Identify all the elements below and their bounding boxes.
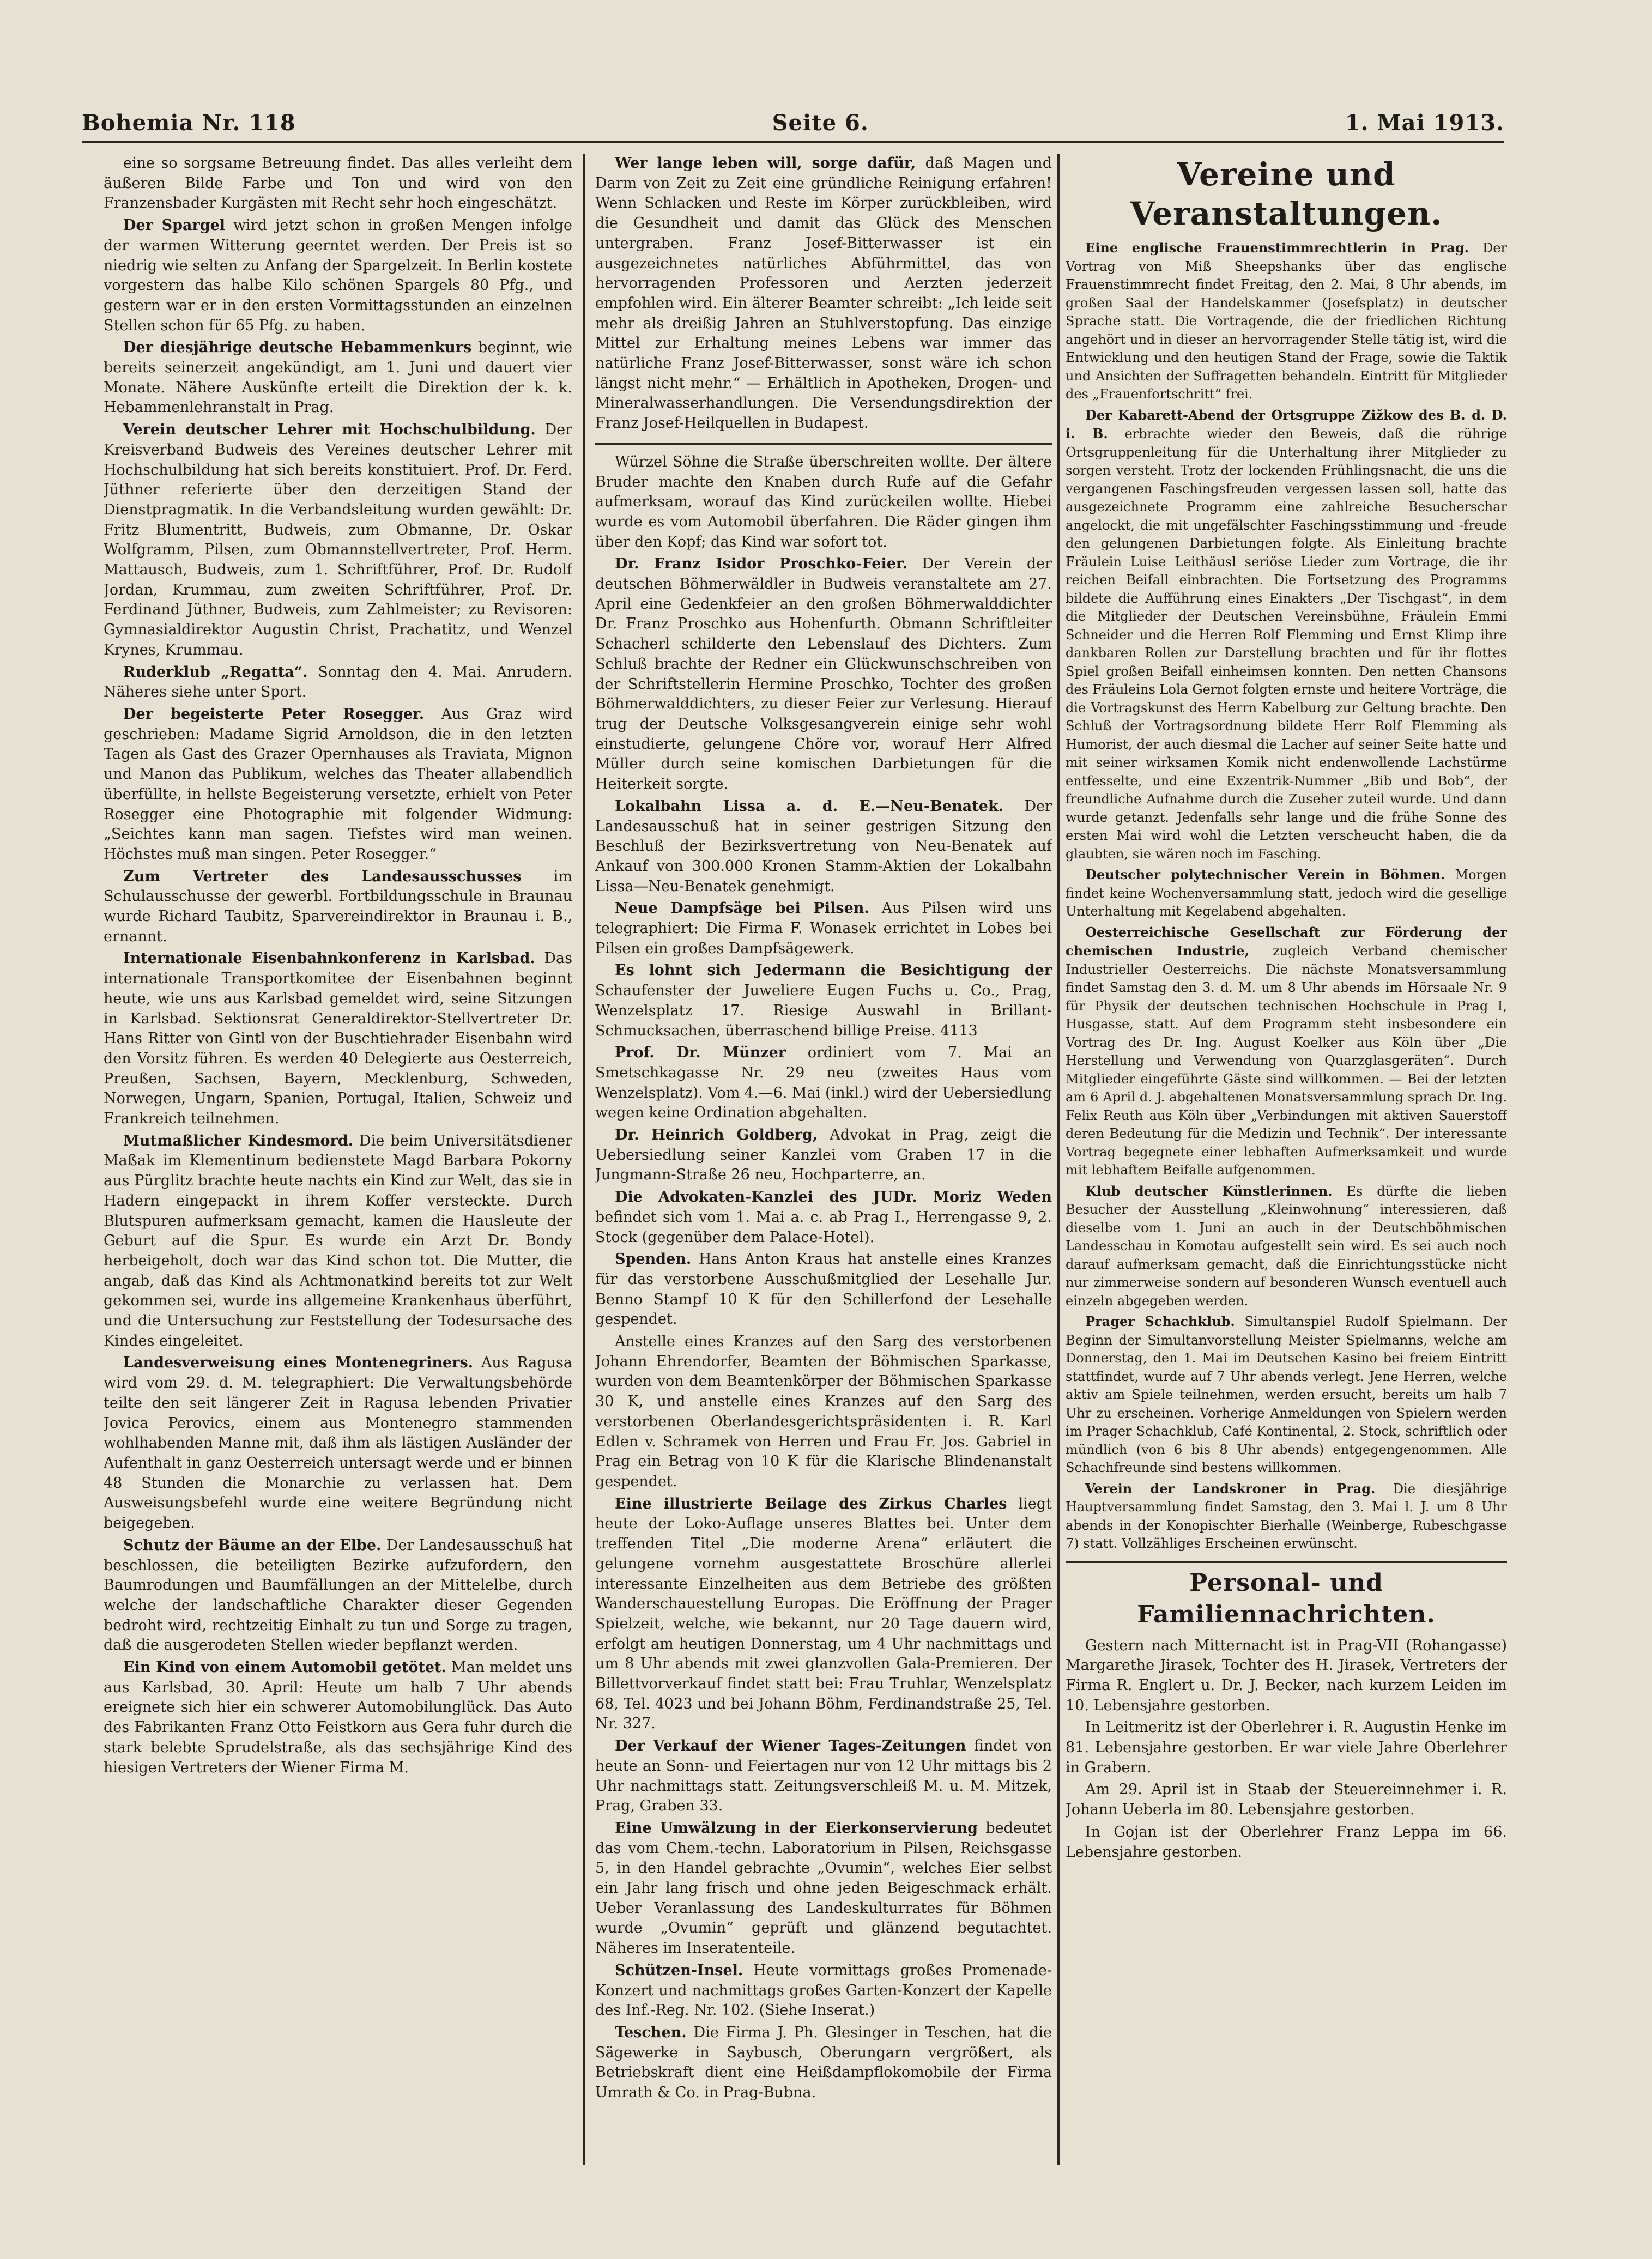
article-paragraph [595, 154, 1052, 434]
article-paragraph [104, 663, 572, 702]
article-text: Man meldet uns aus Karlsbad, 30. April: Heute um halb 7 Uhr abends ereignete sich hier ein schwerer Automobilunglück. Das Auto des Fabrikanten Franz Otto Feistkorn aus Gera fuhr durch die stark belebte Sprudelstraße, als das sechsjährige Kind des hiesigen Vertreters der Wiener Firma M. [104, 1659, 572, 1776]
article-text: Das internationale Transportkomitee der Eisenbahnen beginnt heute, wie uns aus Karlsbad gemeldet wird, seine Sitzungen in Karlsbad. Sektionsrat Generaldirektor-Stellvertreter Dr. Hans Ritter von Gintl von der Buschtiehrader Eisenbahn wird den Vorsitz führen. Es werden 40 Delegierte aus Oesterreich, Preußen, Sachsen, Bayern, Mecklenburg, Schweden, Norwegen, Ungarn, Spanien, Portugal, Italien, Schweiz und Frankreich teilnehmen. [104, 950, 572, 1128]
header-date: 1. Mai 1913. [1345, 110, 1504, 136]
article-paragraph [595, 2023, 1052, 2103]
article-paragraph [595, 1250, 1052, 1330]
article-heading: Dr. Franz Isidor Proschko-Feier. [615, 555, 908, 573]
article-paragraph [1066, 239, 1507, 404]
article-text: Es dürfte die lieben Besucher der Ausstellung „Kleinwohnung“ interessieren, daß dieselbe vom 1. Juni an auch in der Deutschböhmischen Landesschau in Komotau aufgestellt sein wird. Es sei auch noch darauf aufmerksam gemacht, daß die Einrichtungsstücke nicht nur zimmerweise sondern auf besonderen Wunsch eventuell auch einzeln abgegeben werden. [1066, 1183, 1507, 1309]
article-heading: Eine Umwälzung in der Eierkonservierung [615, 1819, 978, 1837]
article-heading: Die Advokaten-Kanzlei des JUDr. Moriz Weden [615, 1189, 1052, 1206]
article-paragraph [1066, 923, 1507, 1180]
article-text: Der Verein der deutschen Böhmerwäldler in Budweis veranstaltete am 27. April eine Gedenkfeier an den großen Böhmerwalddichter Dr. Franz Proschko aus Hohenfurth. Obmann Schriftleiter Schacherl schilderte den Lebenslauf des Dichters. Zum Schluß brachte der Redner ein Glückwunschschreiben von der Schriftstellerin Hermine Proschko, Tochter des großen Böhmerwalddichters, zu dieser Feier zur Verlesung. Hierauf trug der Deutsche Volksgesangverein einige sehr wohl einstudierte, gelungene Chöre vor, worauf Herr Alfred Müller durch seine komischen Darbietungen für die Heiterkeit sorgte. [595, 555, 1052, 793]
article-paragraph [595, 1819, 1052, 1959]
column-rule-right [1057, 154, 1060, 2165]
article-text: beginnt, wie bereits seinerzeit angekündigt, am 1. Juni und dauert vier Monate. Nähere Auskünfte erteilt die Direktion der k. k. Hebammenlehranstalt in Prag. [104, 339, 572, 416]
article-text: Simultanspiel Rudolf Spielmann. Der Beginn der Simultanvorstellung Meister Spielmanns, welche am Donnerstag, den 1. Mai im Deutschen Kasino bei freiem Eintritt stattfindet, wurde auf 7 Uhr abends verlegt. Jene Herren, welche aktiv am Spiele teilnehmen, werden ersucht, bereits um halb 7 Uhr zu erscheinen. Vorherige Anmeldungen von Spielern werden im Prager Schachklub, Café Kontinental, 2. Stock, schriftlich oder mündlich (von 6 bis 8 Uhr abends) entgegengenommen. Alle Schachfreunde sind bestens willkommen. [1066, 1314, 1507, 1475]
article-heading: Internationale Eisenbahnkonferenz in Karlsbad. [123, 950, 535, 967]
article-heading: Der begeisterte Peter Rosegger. [123, 705, 425, 723]
column-rule-left [583, 154, 585, 2165]
article-paragraph [1066, 1312, 1507, 1477]
article-paragraph [104, 705, 572, 865]
article-heading: Oesterreichische Gesellschaft zur Förderung der chemischen Industrie, [1066, 924, 1507, 959]
article-heading: Der diesjährige deutsche Hebammenkurs [123, 339, 472, 356]
article-heading: Eine illustrierte Beilage des Zirkus Charles [615, 1495, 1007, 1512]
article-heading: Spenden. [615, 1251, 692, 1268]
article-text: Schaufenster der Juweliere Eugen Fuchs u. Co., Prag, Wenzelsplatz 17. Riesige Auswahl in Brillant-Schmucksachen, überraschend billige Preise. 4113 [595, 982, 1052, 1039]
page-header [82, 106, 1504, 139]
article-text: Aus Graz wird geschrieben: Madame Sigrid Arnoldson, die in den letzten Tagen als Gast des Grazer Opernhauses als Traviata, Mignon und Manon das Publikum, welches das Theater allabendlich überfüllte, in hellste Begeisterung versetzte, erhielt von Peter Rosegger eine Photographie mit folgender Widmung: „Seichtes kann man sagen. Tiefstes wird man weinen. Höchstes muß man singen. Peter Rosegger.“ [104, 705, 572, 863]
article-paragraph [595, 899, 1052, 959]
article-text: Würzel Söhne die Straße überschreiten wollte. Der ältere Bruder machte den Knaben durch Rufe auf die Gefahr aufmerksam, worauf das Kind zurückeilen wollte. Hiebei wurde es vom Automobil überfahren. Die Räder gingen ihm über den Kopf; das Kind war sofort tot. [595, 453, 1052, 550]
article-paragraph [595, 797, 1052, 897]
article-paragraph [104, 154, 572, 214]
article-heading: Prager Schachklub. [1085, 1313, 1235, 1329]
article-text: Hans Anton Kraus hat anstelle eines Kranzes für das verstorbene Ausschußmitglied der Lesehalle Jur. Benno Stampf 10 K für den Schillerfond der Lesehalle gespendet. [595, 1251, 1052, 1328]
article-heading: Zum Vertreter des Landesausschusses [123, 868, 522, 885]
article-text: Der Landesausschuß hat beschlossen, die beteiligten Bezirke aufzufordern, den Baumrodungen und Baumfällungen an der Mittelelbe, durch welche der landschaftliche Charakter dieser Gegenden bedroht wird, rechtzeitig Einhalt zu tun und Sorge zu tragen, daß die ausgerodeten Stellen wieder bepflanzt werden. [104, 1536, 572, 1654]
article-text: Aus Pilsen wird uns telegraphiert: Die Firma F. Wonasek errichtet in Lobes bei Pilsen ein großes Dampfsägewerk. [595, 900, 1052, 957]
article-paragraph [104, 338, 572, 418]
article-text: liegt heute der Loko-Auflage unseres Blattes bei. Unter dem treffenden Titel „Die moderne Arena“ erläutert die gelungene vornehm ausgestattete Broschüre allerlei interessante Einzelheiten aus dem Betriebe des größten Wanderschauestellung Europas. Die Eröffnung der Prager Spielzeit, welche, wie bekannt, nur 20 Tage dauern wird, erfolgt am heutigen Donnerstag, um 4 Uhr nachmittags und um 8 Uhr abends mit zwei glanzvollen Gala-Premieren. Der Billettvorverkauf findet statt bei: Frau Truhlar, Wenzelsplatz 68, Tel. 4023 und bei Johann Böhm, Ferdinandstraße 25, Tel. Nr. 327. [595, 1495, 1052, 1733]
article-heading: Prof. Dr. Münzer [615, 1044, 786, 1062]
header-rule [82, 141, 1504, 143]
article-heading: Verein deutscher Lehrer mit Hochschulbildung. [123, 421, 536, 439]
article-heading: Ein Kind von einem Automobil getötet. [123, 1659, 446, 1676]
article-paragraph [104, 1536, 572, 1656]
article-text: findet von heute an Sonn- und Feiertagen nur von 12 Uhr mittags bis 2 Uhr nachmittags statt. Zeitungsverschleiß M. u. M. Mitzek, Prag, Graben 33. [595, 1737, 1052, 1815]
article-text: Advokat in Prag, zeigt die Uebersiedlung seiner Kanzlei vom Graben 17 in die Jungmann-Straße 26 neu, Hochparterre, an. [595, 1127, 1052, 1184]
article-text: Anstelle eines Kranzes auf den Sarg des verstorbenen Johann Ehrendorfer, Beamten der Böhmischen Sparkasse, wurden von dem Beamtenkörper der Böhmischen Sparkasse 30 K, und anstelle eines Kranzes auf den Sarg des verstorbenen Oberlandesgerichtspräsidenten i. R. Karl Edlen v. Schramek von Herren und Frau Fr. Jos. Gabriel in Prag ein Betrag von 10 K für die Klarische Blindenanstalt gespendet. [595, 1333, 1052, 1490]
article-text: Gestern nach Mitternacht ist in Prag-VII (Rohangasse) Margarethe Jirasek, Tochter des H. Jirasek, Vertreters der Firma R. Englert u. Dr. J. Becker, nach kurzem Leiden im 10. Lebensjahre gestorben. [1066, 1637, 1507, 1714]
article-heading: Landesverweisung eines Montenegriners. [123, 1354, 474, 1372]
article-text: Aus Ragusa wird vom 29. d. M. telegraphiert: Die Verwaltungsbehörde teilte den seit längerer Zeit in Ragusa lebenden Privatier Jovica Perovics, einem aus Montenegro stammenden wohlhabenden Manne mit, daß ihm als lästigen Ausländer der Aufenthalt in ganz Oesterreich untersagt werde und er binnen 48 Stunden die Monarchie zu verlassen hat. Dem Ausweisungsbefehl wurde eine weitere Begründung nicht beigegeben. [104, 1354, 572, 1532]
column-3 [1066, 154, 1507, 2172]
article-paragraph [595, 1332, 1052, 1492]
article-heading: Der Verkauf der Wiener Tages-Zeitungen [615, 1737, 966, 1755]
article-text: erbrachte wieder den Beweis, daß die rührige Ortsgruppenleitung für die Unterhaltung ihrer Mitglieder zu sorgen versteht. Trotz der lockenden Frühlingsnacht, die uns die vergangenen Faschingsfreuden vergessen lassen soll, hatte das ausgezeichnete Programm eine zahlreiche Besucherschar angelockt, die mit ungefälschter Faschingsstimmung und -freude den gelungenen Darbietungen folgte. Als Einleitung brachte Fräulein Luise Leithäusl seriöse Lieder zum Vortrage, die ihr reichen Beifall einbrachten. Die Fortsetzung des Programms bildete die Aufführung eines Einakters „Der Tischgast“, in dem die Mitglieder der Deutschen Vereinsbühne, Fräulein Emmi Schneider und die Herren Rolf Flemming und Ernst Klimp ihre dankbaren Rollen zur Darstellung brachten und für ihr flottes Spiel großen Beifall einheimsen konnten. Den netten Chansons des Fräuleins Lola Gernot folgten ernste und heitere Vorträge, die die Vortragskunst des Herrn Kabelburg zur Geltung brachte. Den Schluß der Vortragsordnung bildete Herr Rolf Flemming als Humorist, der auch diesmal die Lacher auf seiner Seite hatte und mit seiner wirksamen Komik nicht endenwollende Lachstürme entfesselte, und eine Exzentrik-Nummer „Bib und Bob“, der freundliche Aufnahme durch die Zuseher zuteil wurde. Und dann wurde getanzt. Jedenfalls sehr lange und die frühe Sonne des ersten Mai wird wohl die Letzten verscheucht haben, die da glaubten, sie wären noch im Fasching. [1066, 426, 1507, 862]
column-1 [104, 154, 572, 2172]
article-paragraph [104, 867, 572, 947]
article-text: Die diesjährige Hauptversammlung findet Samstag, den 3. Mai l. J. um 8 Uhr abends in der Konopischter Bierhalle (Weinberge, Rubeschgasse 7) statt. Vollzähliges Erscheinen erwünscht. [1066, 1481, 1507, 1551]
article-paragraph [1066, 1480, 1507, 1553]
article-paragraph [595, 961, 1052, 1041]
article-heading: Der Kabarett-Abend der Ortsgruppe Zižkow des B. d. D. i. B. [1066, 407, 1507, 441]
article-paragraph [1066, 865, 1507, 921]
article-heading: Eine englische Frauenstimmrechtlerin in Prag. [1085, 240, 1469, 256]
header-page-number: Seite 6. [772, 110, 869, 136]
article-text: daß Magen und Darm von Zeit zu Zeit eine gründliche Reinigung erfahren! Wenn Schlacken und Reste im Körper zurückbleiben, wird die Gesundheit und damit das Glück des Menschen untergraben. Franz Josef-Bitterwasser ist ein ausgezeichnetes natürliches Abführmittel, das von hervorragenden Professoren und Aerzten jederzeit empfohlen wird. Ein älterer Beamter schreibt: „Ich leide seit mehr als dreißig Jahren an Stuhlverstopfung. Das einzige Mittel zur Erhaltung meines Lebens war immer das natürliche Franz Josef-Bitterwasser, sonst wäre ich schon längst nicht mehr.“ — Erhältlich in Apotheken, Drogen- und Mineralwasserhandlungen. Die Versendungsdirektion der Franz Josef-Heilquellen in Budapest. [595, 155, 1052, 432]
article-text: Am 29. April ist in Staab der Steuereinnehmer i. R. Johann Ueberla im 80. Lebensjahre gestorben. [1066, 1781, 1507, 1819]
article-paragraph [104, 420, 572, 660]
article-paragraph [104, 1353, 572, 1533]
article-text: zugleich Verband chemischer Industrieller Oesterreichs. Die nächste Monatsversammlung findet Samstag den 3. d. M. um 8 Uhr abends im Hörsaale Nr. 9 für Physik der deutschen technischen Hochschule in Prag I, Husgasse, statt. Auf dem Programm steht insbesondere ein Vortrag des Dr. Ing. August Koelker aus Köln über „Die Herstellung und Verwendung von Quarzglasgeräten“. Durch Mitglieder eingeführte Gäste sind willkommen. — Bei der letzten am 6 April d. J. abgehaltenen Monatsversammlung sprach Dr. Ing. Felix Reuth aus Köln über „Verbindungen mit aktiven Sauerstoff deren Bedeutung für die Medizin und Technik“. Der interessante Vortrag begegnete einer lebhaften Aufmerksamkeit und wurde mit lebhaftem Beifalle aufgenommen. [1066, 943, 1507, 1178]
advertisement-box [595, 154, 1052, 445]
section-title-vereine: Vereine und Veranstaltungen. [1130, 156, 1443, 232]
article-text: befindet sich vom 1. Mai a. c. ab Prag I., Herrengasse 9, 2. Stock (gegenüber dem Palace-Hotel). [595, 1208, 1052, 1246]
article-paragraph [595, 1494, 1052, 1734]
article-heading: Verein der Landskroner in Prag. [1085, 1480, 1376, 1497]
article-text: In Leitmeritz ist der Oberlehrer i. R. Augustin Henke im 81. Lebensjahre gestorben. Er war viele Jahre Oberlehrer in Grabern. [1066, 1719, 1507, 1776]
article-paragraph [104, 1658, 572, 1778]
article-paragraph [1066, 1822, 1507, 1862]
article-text: Der Kreisverband Budweis des Vereines deutscher Lehrer mit Hochschulbildung hat sich bereits konstituiert. Prof. Dr. Ferd. Jüthner referierte über den derzeitigen Stand der Dienstpragmatik. In die Verbandsleitung wurden gewählt: Dr. Fritz Blumentritt, Budweis, zum Obmanne, Dr. Oskar Wolfgramm, Pilsen, zum Obmannstellvertreter, Prof. Herm. Mattausch, Budweis, zum 1. Schriftführer, Prof. Dr. Rudolf Jordan, Krummau, zum zweiten Schriftführer, Prof. Dr. Ferdinand Jüthner, Budweis, zum Zahlmeister; zu Revisoren: Gymnasialdirektor Augustin Christ, Prachatitz, und Wenzel Krynes, Krummau. [104, 421, 572, 658]
article-heading: Deutscher polytechnischer Verein in Böhmen. [1085, 867, 1445, 882]
article-paragraph [595, 1961, 1052, 2021]
article-heading: Schützen-Insel. [615, 1961, 743, 1979]
article-paragraph [595, 1125, 1052, 1185]
article-text: Heute vormittags großes Promenade-Konzert und nachmittags großes Garten-Konzert der Kapelle des Inf.-Reg. Nr. 102. (Siehe Inserat.) [595, 1961, 1052, 2019]
article-heading: Klub deutscher Künstlerinnen. [1085, 1183, 1333, 1199]
article-text: eine so sorgsame Betreuung findet. Das alles verleiht dem äußeren Bilde Farbe und Ton und wird von den Franzensbader Kurgästen mit Recht sehr hoch eingeschätzt. [104, 155, 572, 212]
article-text: wird jetzt schon in großen Mengen infolge der warmen Witterung geerntet werden. Der Preis ist so niedrig wie selten zu Anfang der Spargelzeit. In Berlin kostete vorgestern das halbe Kilo schönen Spargels 80 Pfg., und gestern war er in den ersten Vormittagsstunden an einzelnen Stellen schon für 65 Pfg. zu haben. [104, 217, 572, 334]
article-paragraph [1066, 406, 1507, 864]
article-text: In Gojan ist der Oberlehrer Franz Leppa im 66. Lebensjahre gestorben. [1066, 1823, 1507, 1861]
article-heading: Ruderklub „Regatta“. [123, 663, 308, 681]
article-paragraph [1066, 1182, 1507, 1311]
article-text: Die Firma J. Ph. Glesinger in Teschen, hat die Sägewerke in Saybusch, Oberungarn vergrößert, als Betriebskraft dient eine Heißdampflokomobile der Firma Umrath & Co. in Prag-Bubna. [595, 2024, 1052, 2101]
article-paragraph [595, 1043, 1052, 1123]
article-paragraph [595, 554, 1052, 794]
column-2 [595, 154, 1052, 2172]
article-heading: Neue Dampfsäge bei Pilsen. [615, 900, 869, 917]
article-text: Der Landesausschuß hat in seiner gestrigen Sitzung den Beschluß der Bezirksvertretung von Neu-Benatek auf Ankauf von 300.000 Kronen Stamm-Aktien der Lokalbahn Lissa—Neu-Benatek genehmigt. [595, 797, 1052, 895]
article-text: ordiniert vom 7. Mai an Smetschkagasse Nr. 29 neu (zweites Haus vom Wenzelsplatz). Vom 4.—6. Mai (inkl.) wird der Uebersiedlung wegen keine Ordination abgehalten. [595, 1044, 1052, 1122]
article-text: Die beim Universitätsdiener Maßak im Klementinum bedienstete Magd Barbara Pokorny aus Pürglitz brachte heute nachts ein Kind zur Welt, das sie in Hadern eingepackt in ihrem Koffer versteckte. Durch Blutspuren aufmerksam gemacht, kamen die Hausleute der Geburt auf die Spur. Es wurde ein Arzt Dr. Bondy herbeigeholt, doch war das Kind schon tot. Die Mutter, die angab, daß das Kind als Achtmonatkind bereits tot zur Welt gekommen sei, wurde ins allgemeine Krankenhaus überführt, und die Untersuchung zur Feststellung der Todesursache des Kindes eingeleitet. [104, 1132, 572, 1349]
article-paragraph [1066, 1636, 1507, 1716]
article-paragraph [104, 216, 572, 336]
section-title-personal: Personal- und Familiennachrichten. [1066, 1561, 1507, 1631]
article-heading: Wer lange leben will, sorge dafür, [615, 155, 916, 172]
article-text: im Schulausschusse der gewerbl. Fortbildungsschule in Braunau wurde Richard Taubitz, Sparvereindirektor in Braunau i. B., ernannt. [104, 868, 572, 945]
article-paragraph [104, 949, 572, 1129]
article-paragraph [1066, 1718, 1507, 1778]
article-paragraph [104, 1131, 572, 1352]
article-text: Der Vortrag von Miß Sheepshanks über das englische Frauenstimmrecht findet Freitag, den 2. Mai, 8 Uhr abends, im großen Saal der Handelskammer (Josefsplatz) in deutscher Sprache statt. Die Vortragende, die der friedlichen Richtung angehört und in dieser an hervorragender Stelle tätig ist, wird die Entwicklung und den heutigen Stand der Frage, sowie die Taktik und Ansichten der Suffragetten behandeln. Eintritt für Mitglieder des „Frauenfortschritt“ frei. [1066, 240, 1507, 402]
article-paragraph [595, 452, 1052, 553]
article-heading: Es lohnt sich Jedermann die Besichtigung der [615, 962, 1052, 979]
article-heading: Teschen. [615, 2024, 687, 2041]
article-heading: Lokalbahn Lissa a. d. E.—Neu-Benatek. [615, 797, 1003, 815]
article-heading: Dr. Heinrich Goldberg, [615, 1127, 818, 1144]
article-heading: Der Spargel [123, 217, 226, 234]
article-heading: Mutmaßlicher Kindesmord. [123, 1132, 354, 1149]
article-text: bedeutet das vom Chem.-techn. Laboratorium in Pilsen, Reichsgasse 5, in den Handel gebrachte „Ovumin“, welches Eier selbst ein Jahr lang frisch und ohne jeden Beigeschmack erhält. Ueber Veranlassung des Landeskulturrates für Böhmen wurde „Ovumin“ geprüft und glänzend begutachtet. Näheres im Inseratenteile. [595, 1819, 1052, 1957]
article-paragraph [595, 1736, 1052, 1816]
article-text: Morgen findet keine Wochenversammlung statt, jedoch wird die gesellige Unterhaltung mit Kegelabend abgehalten. [1066, 867, 1507, 919]
article-text: Sonntag den 4. Mai. Anrudern. Näheres siehe unter Sport. [104, 663, 572, 701]
header-issue: Bohemia Nr. 118 [82, 110, 296, 136]
article-paragraph [595, 1188, 1052, 1247]
article-paragraph [1066, 1780, 1507, 1820]
article-heading: Schutz der Bäume an der Elbe. [123, 1536, 382, 1554]
